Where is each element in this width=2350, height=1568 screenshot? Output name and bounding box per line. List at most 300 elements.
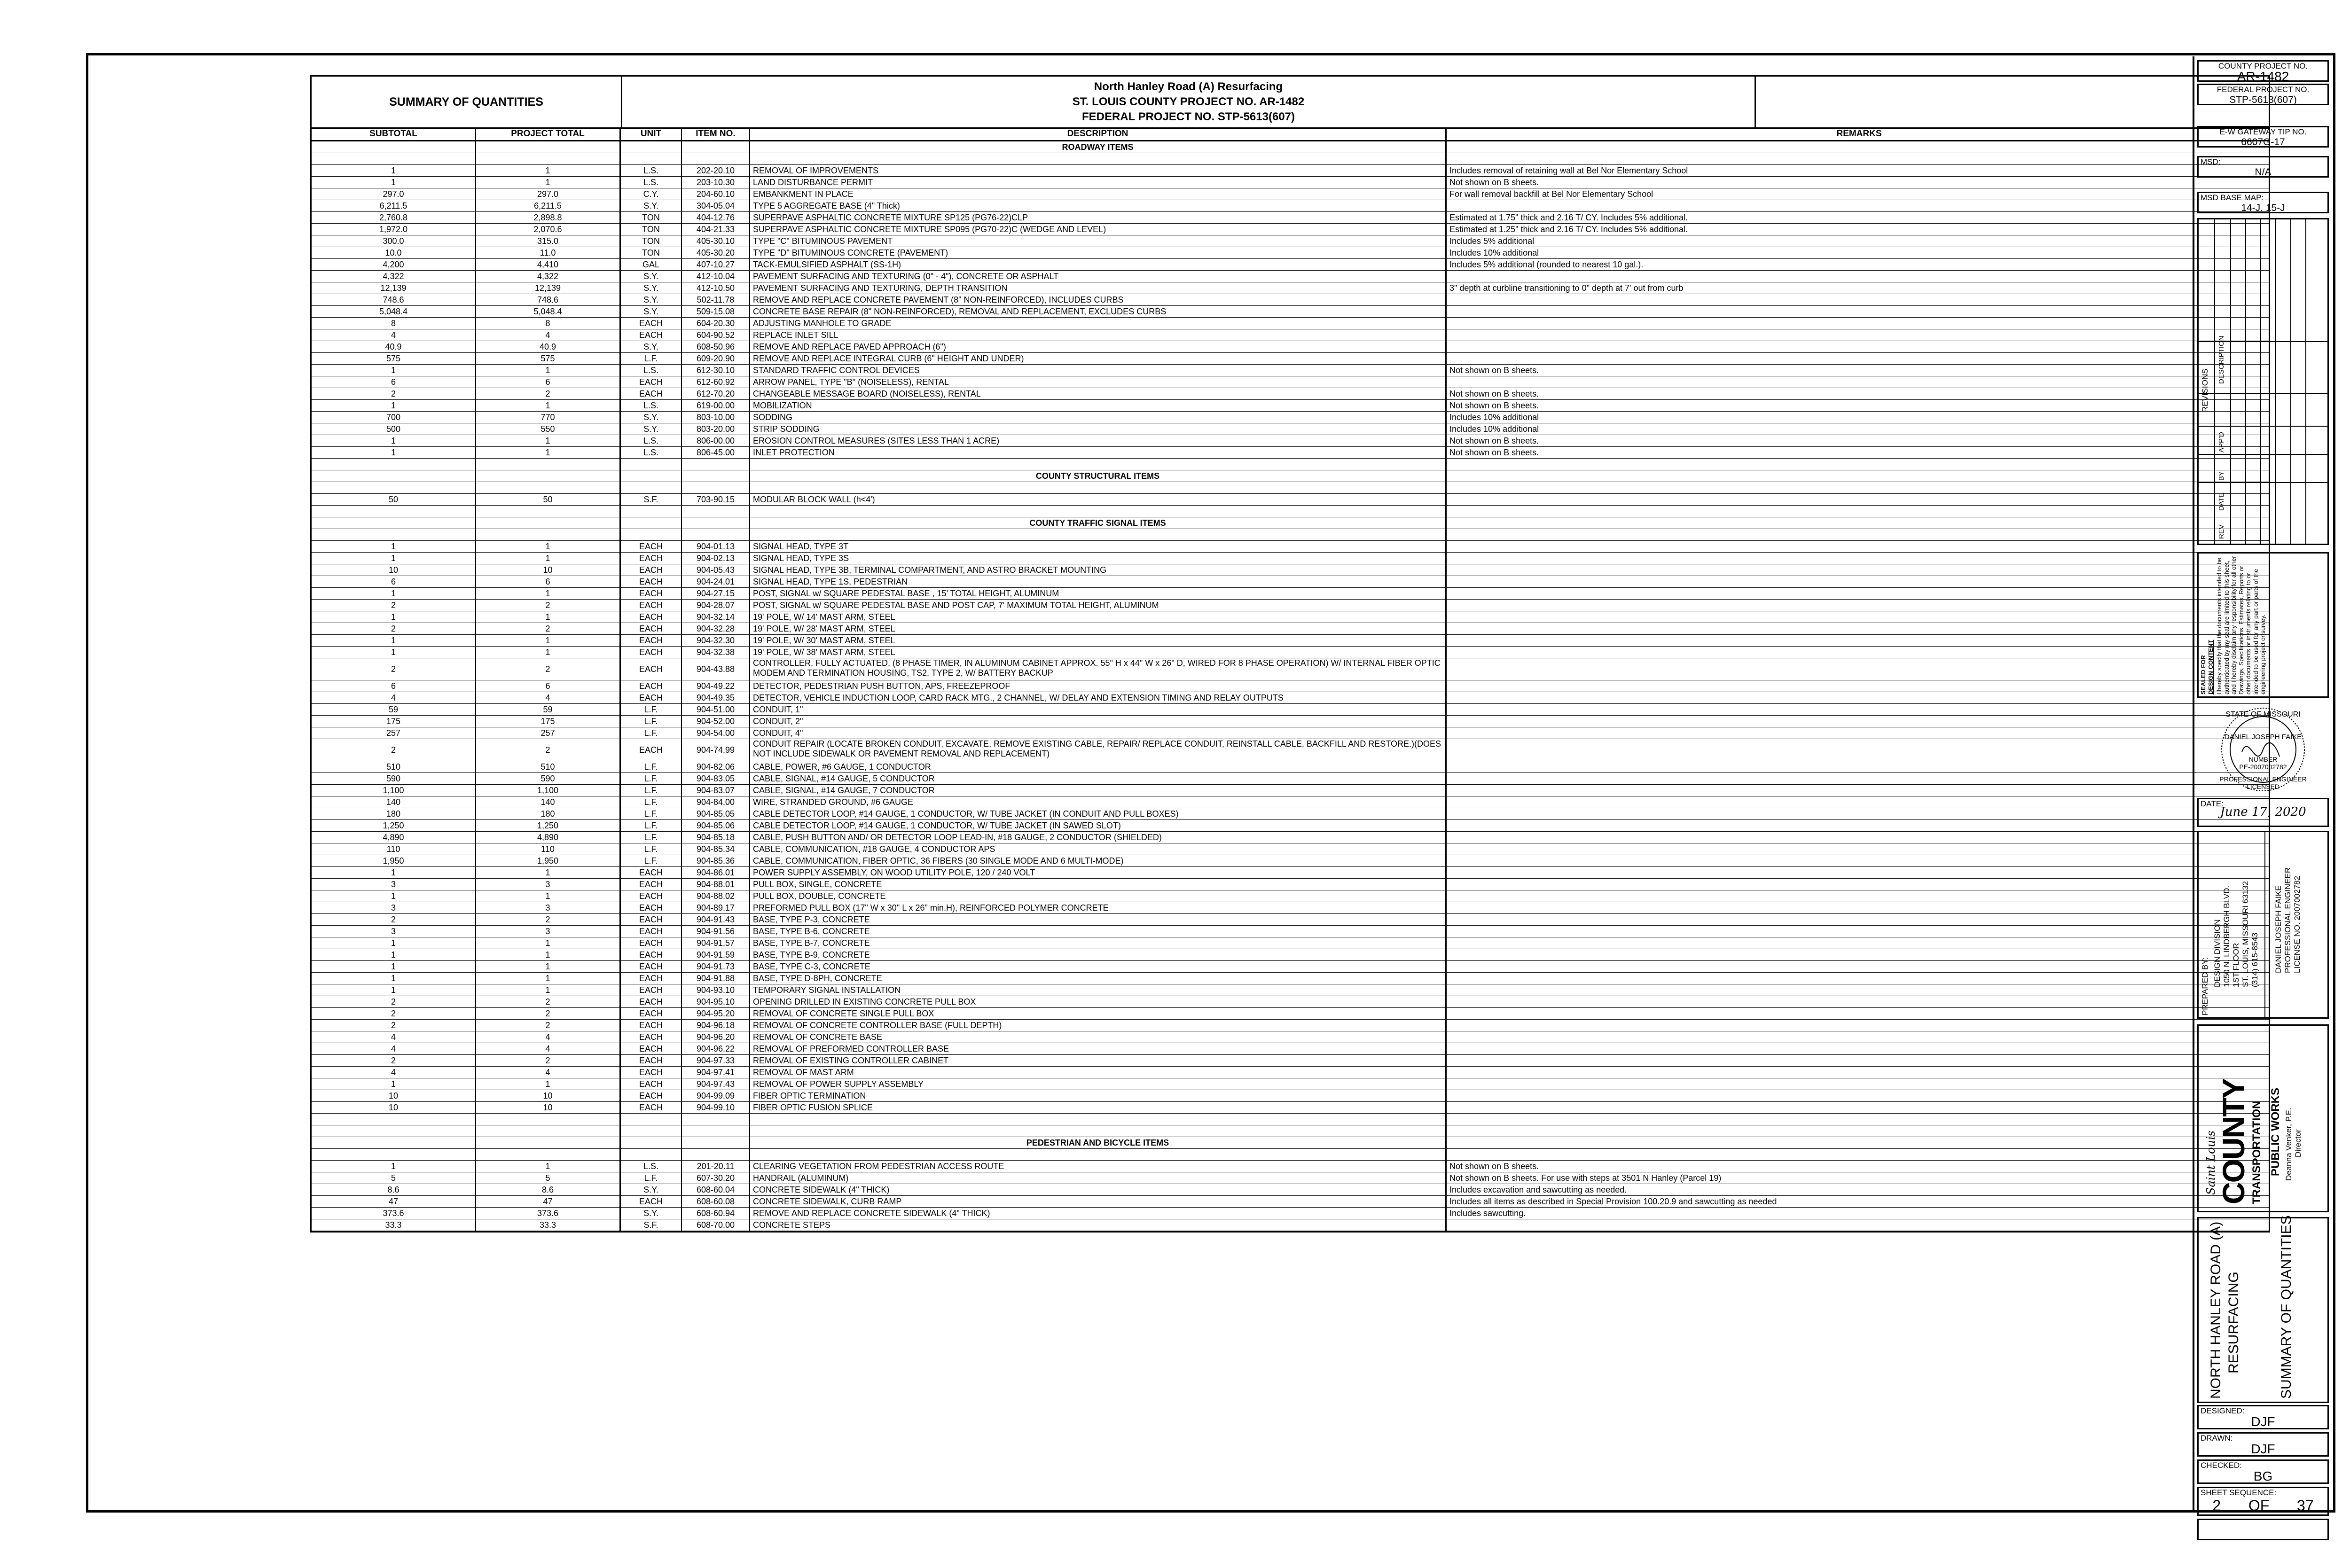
- cell-project-total: 6: [476, 376, 621, 388]
- cell-remarks: Includes 10% additional: [1449, 424, 1539, 434]
- cell-project-total: 1,100: [476, 785, 621, 796]
- cell-remarks: Includes sawcutting.: [1449, 1209, 1526, 1218]
- cell-project-total: 2: [476, 1008, 621, 1019]
- cell-remarks: [1447, 926, 2269, 937]
- cell-item-no: 619-00.00: [682, 400, 750, 411]
- cell-item-no: 904-74.99: [682, 739, 750, 761]
- cell-subtotal: 4: [312, 329, 476, 341]
- cell-project-total: 50: [476, 494, 621, 505]
- cell-description: BASE, TYPE B-9, CONCRETE: [750, 949, 1447, 960]
- cell-project-total: 175: [476, 716, 621, 727]
- cell-item-no: 904-89.17: [682, 902, 750, 913]
- cell-project-total: 4: [476, 1067, 621, 1078]
- cell-description: TEMPORARY SIGNAL INSTALLATION: [750, 984, 1447, 996]
- cell-subtotal: 3: [312, 879, 476, 890]
- cell-unit: EACH: [621, 1078, 682, 1090]
- cell-remarks: [1447, 1078, 2269, 1090]
- cell-item-no: 509-15.08: [682, 306, 750, 317]
- table-row: [312, 973, 2269, 984]
- cell-item-no: 201-20.11: [682, 1161, 750, 1172]
- table-row: [312, 820, 2269, 832]
- cell-item-no: 904-32.14: [682, 611, 750, 623]
- cell-item-no: 904-97.33: [682, 1055, 750, 1066]
- cell-unit: S.Y.: [621, 423, 682, 435]
- cell-item-no: 609-20.90: [682, 353, 750, 364]
- cell-item-no: 904-97.41: [682, 1067, 750, 1078]
- cell-unit: EACH: [621, 588, 682, 599]
- cell-item-no: 904-54.00: [682, 727, 750, 739]
- cell-unit: [621, 1137, 682, 1148]
- cell-item-no: 904-84.00: [682, 796, 750, 808]
- cell-item-no: 904-85.36: [682, 855, 750, 866]
- county-project-box: [2197, 60, 2329, 82]
- cell-unit: S.Y.: [621, 341, 682, 352]
- cell-subtotal: 1: [312, 553, 476, 564]
- cell-remarks: [1447, 529, 2269, 540]
- cell-description: PAVEMENT SURFACING AND TEXTURING, DEPTH TRANSITION: [750, 282, 1447, 294]
- cell-unit: [621, 482, 682, 493]
- cell-description: ADJUSTING MANHOLE TO GRADE: [750, 318, 1447, 329]
- cell-remarks: [1447, 1137, 2269, 1148]
- cell-project-total: 59: [476, 704, 621, 715]
- cell-remarks: [1447, 973, 2269, 984]
- cell-project-total: 1: [476, 400, 621, 411]
- cell-description: [750, 153, 1447, 164]
- cell-item-no: 612-70.20: [682, 388, 750, 399]
- cell-project-total: 1: [476, 635, 621, 646]
- cell-subtotal: 47: [312, 1196, 476, 1207]
- table-row: [312, 623, 2269, 635]
- cell-description: [750, 1149, 1447, 1160]
- table-row: [312, 188, 2269, 200]
- cell-subtotal: 1: [312, 400, 476, 411]
- cert-text: I hereby specify that the documents intended to be authenticated by my seal are limited to this sheet, and I hereby disclaim any responsibility for all other Drawings, Specifications, Estimates, Reports or other documents or instruments relating to or intended to be used for any part or parts of the engineering project or survey.: [2216, 556, 2266, 694]
- cell-subtotal: 40.9: [312, 341, 476, 352]
- cell-description: POST, SIGNAL w/ SQUARE PEDESTAL BASE , 15' TOTAL HEIGHT, ALUMINUM: [750, 588, 1447, 599]
- table-row: [312, 761, 2269, 773]
- cell-item-no: 904-91.57: [682, 937, 750, 949]
- seal-name: DANIEL JOSEPH FAIKE: [2224, 733, 2302, 741]
- cell-project-total: [476, 459, 621, 470]
- cell-subtotal: 4,200: [312, 259, 476, 270]
- cell-subtotal: 1: [312, 984, 476, 996]
- cell-item-no: 904-05.43: [682, 564, 750, 576]
- cell-project-total: 1: [476, 588, 621, 599]
- cell-unit: L.F.: [621, 820, 682, 831]
- cell-subtotal: 175: [312, 716, 476, 727]
- blank-row: [312, 153, 2269, 165]
- cell-subtotal: 59: [312, 704, 476, 715]
- engineer-seal: [2197, 705, 2329, 794]
- cell-description: MODULAR BLOCK WALL (h<4'): [750, 494, 1447, 505]
- cell-project-total: 575: [476, 353, 621, 364]
- cell-description: BASE, TYPE D-8PH, CONCRETE: [750, 973, 1447, 984]
- cell-remarks: Not shown on B sheets.: [1449, 1162, 1539, 1171]
- column-header-row: [312, 129, 2269, 141]
- table-row: [312, 1043, 2269, 1055]
- cell-project-total: 1: [476, 541, 621, 552]
- prepared-line4: ST. LOUIS, MISSOURI 63132: [2241, 881, 2250, 987]
- cell-project-total: 590: [476, 773, 621, 784]
- cell-project-total: 2: [476, 623, 621, 634]
- cell-item-no: 604-20.30: [682, 318, 750, 329]
- cell-remarks: [1447, 1149, 2269, 1160]
- cell-description: POST, SIGNAL w/ SQUARE PEDESTAL BASE AND POST CAP, 7' MAXIMUM TOTAL HEIGHT, ALUMINUM: [750, 600, 1447, 611]
- table-row: [312, 1020, 2269, 1031]
- cell-remarks: Includes excavation and sawcutting as needed.: [1449, 1185, 1627, 1194]
- table-row: [312, 727, 2269, 739]
- cell-remarks: Estimated at 1.75" thick and 2.16 T/ CY. Includes 5% additional.: [1449, 213, 1688, 222]
- cell-remarks: [1447, 329, 2269, 341]
- cell-item-no: 904-32.38: [682, 647, 750, 658]
- cell-subtotal: 4: [312, 1043, 476, 1054]
- cell-item-no: 703-90.15: [682, 494, 750, 505]
- table-row: [312, 212, 2269, 224]
- cell-description: REMOVE AND REPLACE CONCRETE SIDEWALK (4" THICK): [750, 1208, 1447, 1219]
- cell-item-no: [682, 517, 750, 529]
- cell-item-no: 608-70.00: [682, 1219, 750, 1231]
- cell-description: COUNTY TRAFFIC SIGNAL ITEMS: [750, 517, 1447, 529]
- cell-project-total: 2: [476, 1020, 621, 1031]
- table-row: [312, 1102, 2269, 1114]
- cell-project-total: [476, 1137, 621, 1148]
- cell-unit: [621, 153, 682, 164]
- msd-value: N/A: [2255, 167, 2272, 178]
- column-header-remarks: REMARKS: [1836, 129, 1882, 139]
- cell-unit: L.S.: [621, 447, 682, 458]
- blank-row: [312, 506, 2269, 517]
- table-row: [312, 1208, 2269, 1219]
- cell-remarks: [1447, 727, 2269, 739]
- table-row: [312, 400, 2269, 412]
- cell-remarks: Not shown on B sheets.: [1449, 401, 1539, 410]
- rev-column-rev: REV: [2217, 524, 2225, 539]
- prepared-by-box: [2197, 831, 2329, 1019]
- cell-subtotal: 33.3: [312, 1219, 476, 1231]
- cell-description: LAND DISTURBANCE PERMIT: [750, 177, 1447, 188]
- table-row: [312, 541, 2269, 553]
- cell-subtotal: 2: [312, 1008, 476, 1019]
- cell-unit: C.Y.: [621, 188, 682, 200]
- cell-item-no: 405-30.20: [682, 247, 750, 258]
- cell-item-no: 904-49.22: [682, 680, 750, 692]
- cell-remarks: [1447, 867, 2269, 878]
- cell-description: BASE, TYPE B-6, CONCRETE: [750, 926, 1447, 937]
- cell-description: [750, 482, 1447, 493]
- column-header-item-no: ITEM NO.: [682, 129, 750, 140]
- engineer-line1: DANIEL JOSEPH FAIKE: [2274, 885, 2283, 973]
- cell-remarks: [1447, 153, 2269, 164]
- cell-unit: EACH: [621, 576, 682, 587]
- checked-box: [2197, 1459, 2329, 1484]
- seal-state: STATE OF MISSOURI: [2225, 710, 2301, 718]
- cell-unit: L.F.: [621, 716, 682, 727]
- cell-item-no: 608-50.96: [682, 341, 750, 352]
- cell-unit: EACH: [621, 388, 682, 399]
- cell-remarks: [1447, 506, 2269, 517]
- cell-unit: EACH: [621, 680, 682, 692]
- table-row: [312, 423, 2269, 435]
- cell-project-total: [476, 482, 621, 493]
- cell-item-no: 904-27.15: [682, 588, 750, 599]
- cell-item-no: 404-21.33: [682, 224, 750, 235]
- cell-item-no: 904-99.09: [682, 1090, 750, 1101]
- cell-description: CABLE DETECTOR LOOP, #14 GAUGE, 1 CONDUCTOR, W/ TUBE JACKET (IN SAWED SLOT): [750, 820, 1447, 831]
- cell-description: CONCRETE SIDEWALK (4" THICK): [750, 1184, 1447, 1195]
- cell-item-no: 904-88.01: [682, 879, 750, 890]
- drawn-value: DJF: [2251, 1442, 2275, 1456]
- cell-remarks: [1447, 141, 2269, 153]
- table-row: [312, 224, 2269, 235]
- cell-item-no: [682, 153, 750, 164]
- table-row: [312, 902, 2269, 914]
- cell-description: PEDESTRIAN AND BICYCLE ITEMS: [750, 1137, 1447, 1148]
- cell-remarks: Includes all items as described in Special Provision 100.20.9 and sawcutting as needed: [1449, 1197, 1777, 1206]
- table-row: [312, 494, 2269, 506]
- cell-project-total: 1: [476, 973, 621, 984]
- cell-unit: L.F.: [621, 773, 682, 784]
- cell-unit: L.F.: [621, 704, 682, 715]
- table-row: [312, 564, 2269, 576]
- cell-description: CONDUIT REPAIR (LOCATE BROKEN CONDUIT, EXCAVATE, REMOVE EXISTING CABLE, REPAIR/ REPLACE CONDUIT, REINSTALL CABLE, BACKFILL AND RESTORE.)(DOES NOT INCLUDE SIDEWALK OR PAVEMENT REMOVAL AND REPLACEMENT): [750, 739, 1447, 761]
- cell-description: CABLE, COMMUNICATION, #18 GAUGE, 4 CONDUCTOR APS: [750, 843, 1447, 855]
- cell-subtotal: 1: [312, 365, 476, 376]
- cell-project-total: 1: [476, 984, 621, 996]
- project-title-line1: North Hanley Road (A) Resurfacing: [1094, 80, 1283, 93]
- cell-project-total: 1: [476, 949, 621, 960]
- cell-description: BASE, TYPE P-3, CONCRETE: [750, 914, 1447, 925]
- date-label: DATE:: [2201, 799, 2224, 808]
- cell-project-total: 2: [476, 914, 621, 925]
- cell-project-total: [476, 153, 621, 164]
- drawn-label: DRAWN:: [2201, 1434, 2233, 1443]
- cell-unit: [621, 1149, 682, 1160]
- cell-item-no: 904-49.35: [682, 692, 750, 703]
- cell-project-total: 1: [476, 447, 621, 458]
- logo-county: COUNTY: [2216, 1079, 2251, 1204]
- logo-saint-louis: Saint Louis: [2204, 1131, 2217, 1195]
- cell-unit: EACH: [621, 937, 682, 949]
- cell-description: CABLE DETECTOR LOOP, #14 GAUGE, 1 CONDUCTOR, W/ TUBE JACKET (IN CONDUIT AND PULL BOXES): [750, 808, 1447, 819]
- cell-project-total: [476, 141, 621, 153]
- section-header-row: [312, 141, 2269, 153]
- cell-subtotal: 500: [312, 423, 476, 435]
- cell-subtotal: [312, 470, 476, 482]
- cell-subtotal: 590: [312, 773, 476, 784]
- cell-item-no: 904-85.05: [682, 808, 750, 819]
- cell-project-total: 1,950: [476, 855, 621, 866]
- cell-description: PAVEMENT SURFACING AND TEXTURING (0" - 4"), CONCRETE OR ASPHALT: [750, 271, 1447, 282]
- cell-remarks: [1447, 470, 2269, 482]
- table-row: [312, 165, 2269, 177]
- table-row: [312, 996, 2269, 1008]
- cell-project-total: [476, 1125, 621, 1137]
- cell-project-total: 1: [476, 177, 621, 188]
- table-title-block: [312, 77, 2269, 129]
- cell-remarks: [1447, 704, 2269, 715]
- cell-subtotal: 110: [312, 843, 476, 855]
- cell-remarks: [1447, 600, 2269, 611]
- prepared-line1: DESIGN DIVISION: [2213, 919, 2222, 987]
- cell-project-total: 1: [476, 937, 621, 949]
- cert-line2: DESIGN CONTENT: [2207, 640, 2214, 694]
- seal-licensed: LICENSED: [2246, 783, 2280, 790]
- engineer-line3: LICENSE NO. 2007002782: [2293, 876, 2302, 973]
- cell-unit: EACH: [621, 1020, 682, 1031]
- designed-label: DESIGNED:: [2201, 1406, 2245, 1415]
- cell-project-total: 1: [476, 553, 621, 564]
- prepared-divider: [2264, 832, 2265, 1017]
- cell-description: [750, 506, 1447, 517]
- cell-remarks: [1447, 879, 2269, 890]
- cell-subtotal: 1: [312, 1161, 476, 1172]
- cell-description: [750, 1114, 1447, 1125]
- cell-description: CONDUIT, 1": [750, 704, 1447, 715]
- cell-remarks: Estimated at 1.25" thick and 2.16 T/ CY. Includes 5% additional.: [1449, 225, 1688, 234]
- logo-transportation: TRANSPORTATION: [2250, 1100, 2263, 1204]
- msd-base-map-box: [2197, 192, 2329, 213]
- cell-subtotal: 10: [312, 564, 476, 576]
- cell-subtotal: 6: [312, 576, 476, 587]
- cell-unit: L.F.: [621, 832, 682, 843]
- cell-unit: EACH: [621, 1031, 682, 1043]
- cell-remarks: [1447, 658, 2269, 680]
- cell-item-no: 904-95.10: [682, 996, 750, 1007]
- table-row: [312, 412, 2269, 423]
- cell-subtotal: 1: [312, 165, 476, 176]
- cell-remarks: 3" depth at curbline transitioning to 0" depth at 7' out from curb: [1449, 283, 1684, 293]
- cell-subtotal: 1: [312, 541, 476, 552]
- cell-remarks: [1447, 294, 2269, 305]
- cell-subtotal: 5: [312, 1172, 476, 1184]
- cell-description: SUPERPAVE ASPHALTIC CONCRETE MIXTURE SP125 (PG76-22)CLP: [750, 212, 1447, 223]
- ew-tip-value: 6607G-17: [2241, 137, 2285, 148]
- cell-item-no: 904-85.06: [682, 820, 750, 831]
- cell-project-total: 47: [476, 1196, 621, 1207]
- cell-remarks: [1447, 843, 2269, 855]
- cell-item-no: 407-10.27: [682, 259, 750, 270]
- cell-description: CHANGEABLE MESSAGE BOARD (NOISELESS), RENTAL: [750, 388, 1447, 399]
- cell-unit: S.F.: [621, 1219, 682, 1231]
- prepared-line2: 1050 N. LINDBERGH BLVD.: [2222, 885, 2231, 987]
- cell-description: REMOVAL OF CONCRETE CONTROLLER BASE (FULL DEPTH): [750, 1020, 1447, 1031]
- column-header-subtotal: SUBTOTAL: [312, 129, 476, 140]
- cell-description: REMOVAL OF EXISTING CONTROLLER CABINET: [750, 1055, 1447, 1066]
- federal-project-label: FEDERAL PROJECT NO.: [2217, 85, 2310, 94]
- cell-item-no: 904-99.10: [682, 1102, 750, 1113]
- cell-item-no: 904-24.01: [682, 576, 750, 587]
- project-title-line2: ST. LOUIS COUNTY PROJECT NO. AR-1482: [1072, 95, 1305, 108]
- table-row: [312, 1078, 2269, 1090]
- table-row: [312, 739, 2269, 761]
- cell-unit: EACH: [621, 1008, 682, 1019]
- table-row: [312, 1067, 2269, 1078]
- sheet-total: 37: [2297, 1497, 2314, 1514]
- table-row: [312, 1161, 2269, 1172]
- cell-project-total: 1,250: [476, 820, 621, 831]
- cell-project-total: 6: [476, 680, 621, 692]
- cell-remarks: [1447, 785, 2269, 796]
- cell-unit: L.F.: [621, 761, 682, 772]
- cell-description: REMOVAL OF PREFORMED CONTROLLER BASE: [750, 1043, 1447, 1054]
- cell-project-total: 550: [476, 423, 621, 435]
- column-header-unit: UNIT: [621, 129, 682, 140]
- table-row: [312, 1031, 2269, 1043]
- cell-unit: EACH: [621, 1067, 682, 1078]
- cell-remarks: [1447, 1219, 2269, 1231]
- cell-remarks: Not shown on B sheets.: [1449, 389, 1539, 398]
- cell-description: CONCRETE STEPS: [750, 1219, 1447, 1231]
- table-row: [312, 635, 2269, 647]
- cell-remarks: Includes 5% additional: [1449, 236, 1535, 246]
- sheet-sequence-box: [2197, 1487, 2329, 1516]
- cell-item-no: 904-91.59: [682, 949, 750, 960]
- cell-description: REMOVAL OF MAST ARM: [750, 1067, 1447, 1078]
- table-row: [312, 259, 2269, 271]
- federal-project-box: [2197, 84, 2329, 105]
- cell-description: PULL BOX, SINGLE, CONCRETE: [750, 879, 1447, 890]
- cell-subtotal: 12,139: [312, 282, 476, 294]
- cell-subtotal: 2: [312, 388, 476, 399]
- county-project-label: COUNTY PROJECT NO.: [2218, 62, 2308, 70]
- cell-subtotal: 3: [312, 902, 476, 913]
- cell-description: REMOVE AND REPLACE PAVED APPROACH (6"): [750, 341, 1447, 352]
- certification-box: [2197, 552, 2329, 698]
- cell-subtotal: 2: [312, 914, 476, 925]
- revisions-box: [2197, 218, 2329, 545]
- cell-unit: L.F.: [621, 1172, 682, 1184]
- cell-remarks: [1447, 773, 2269, 784]
- cell-project-total: 180: [476, 808, 621, 819]
- cell-unit: EACH: [621, 635, 682, 646]
- table-row: [312, 879, 2269, 890]
- cell-subtotal: 1,972.0: [312, 224, 476, 235]
- cell-subtotal: [312, 1114, 476, 1125]
- federal-project-value: STP-5613(607): [2229, 94, 2297, 105]
- cell-project-total: 1: [476, 1078, 621, 1090]
- cell-description: INLET PROTECTION: [750, 447, 1447, 458]
- cell-remarks: [1447, 996, 2269, 1007]
- cell-project-total: 4,890: [476, 832, 621, 843]
- project-title-line3: FEDERAL PROJECT NO. STP-5613(607): [1081, 110, 1295, 123]
- cell-item-no: 904-83.05: [682, 773, 750, 784]
- table-row: [312, 294, 2269, 306]
- cell-description: REMOVAL OF CONCRETE SINGLE PULL BOX: [750, 1008, 1447, 1019]
- cell-remarks: [1447, 808, 2269, 819]
- cell-unit: L.S.: [621, 365, 682, 376]
- cell-item-no: 612-60.92: [682, 376, 750, 388]
- cell-project-total: 2: [476, 739, 621, 761]
- cell-item-no: 904-83.07: [682, 785, 750, 796]
- cell-unit: EACH: [621, 996, 682, 1007]
- cell-unit: TON: [621, 224, 682, 235]
- cell-unit: L.S.: [621, 177, 682, 188]
- cell-project-total: 1: [476, 365, 621, 376]
- cell-subtotal: [312, 506, 476, 517]
- cell-item-no: 502-11.78: [682, 294, 750, 305]
- cell-remarks: [1447, 482, 2269, 493]
- cell-subtotal: 5,048.4: [312, 306, 476, 317]
- cell-project-total: 10: [476, 564, 621, 576]
- cell-item-no: [682, 482, 750, 493]
- cell-item-no: 202-20.10: [682, 165, 750, 176]
- project-title: [621, 77, 1756, 127]
- cell-project-total: 2: [476, 658, 621, 680]
- cell-project-total: 2: [476, 388, 621, 399]
- project-title-rotated-line1: NORTH HANLEY ROAD (A): [2208, 1221, 2224, 1399]
- cell-item-no: 904-91.88: [682, 973, 750, 984]
- cell-project-total: 2: [476, 1055, 621, 1066]
